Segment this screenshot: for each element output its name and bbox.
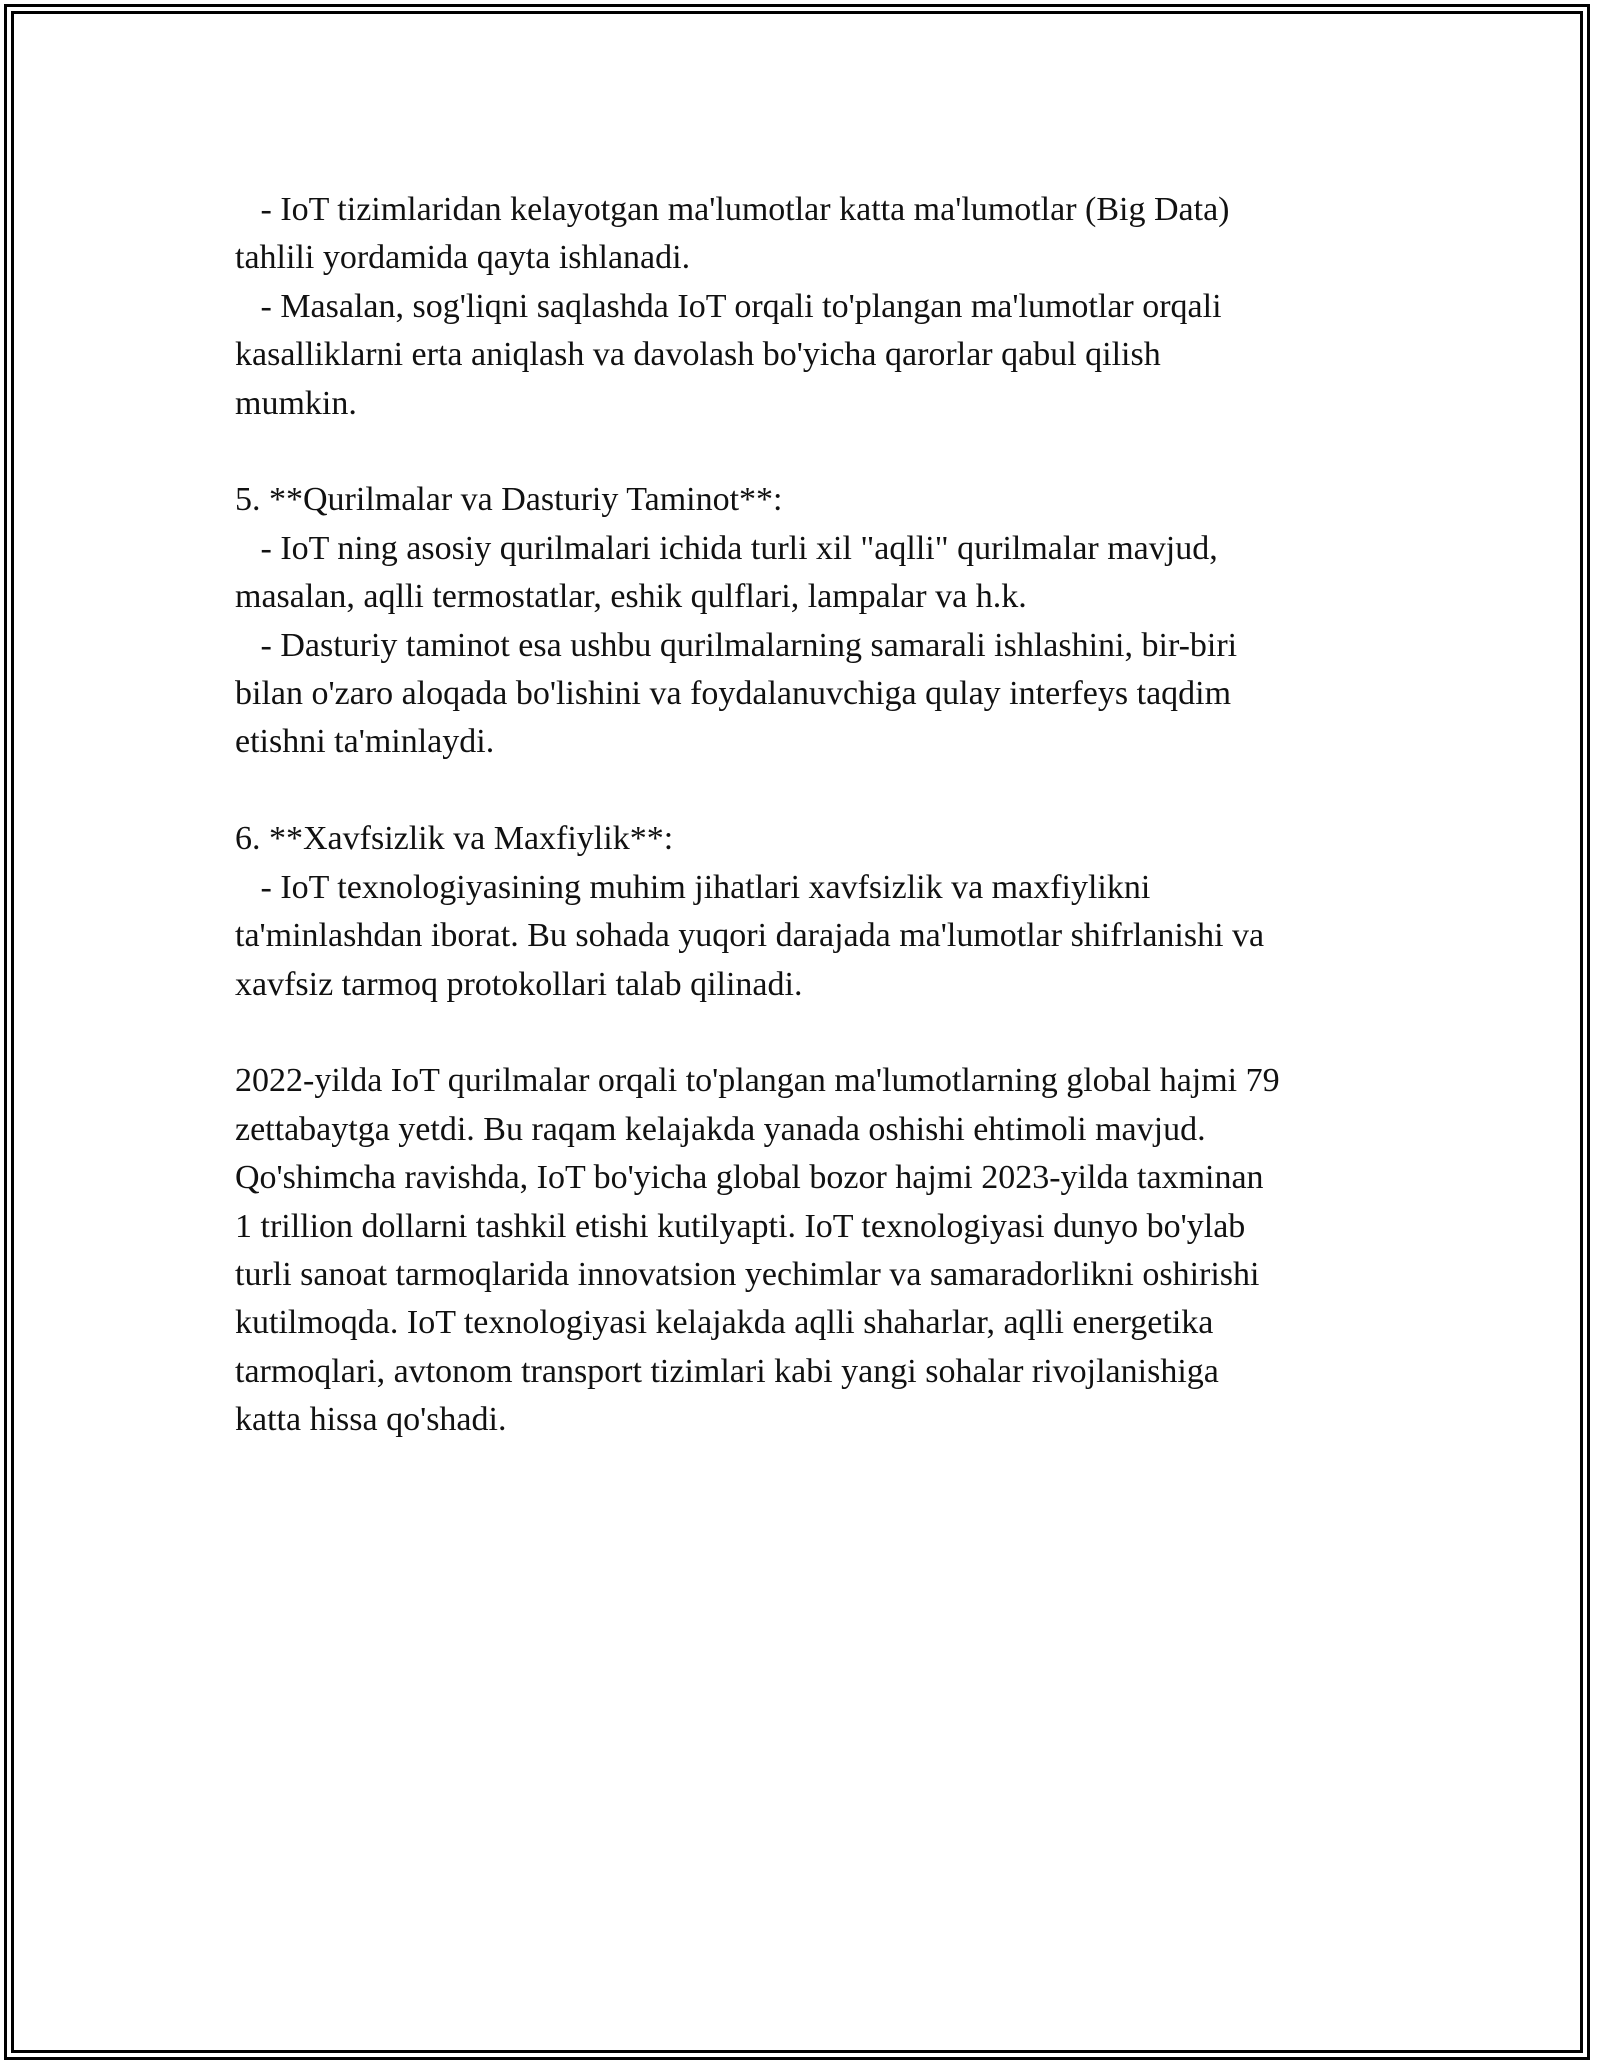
section-heading: 6. **Xavfsizlik va Maxfiylik**: — [235, 820, 674, 858]
text-line: zettabaytga yetdi. Bu raqam kelajakda yanada oshishi ehtimoli mavjud. — [235, 1110, 1206, 1148]
text-line: tarmoqlari, avtonom transport tizimlari kabi yangi sohalar rivojlanishiga — [235, 1352, 1219, 1390]
text-line: - IoT tizimlaridan kelayotgan ma'lumotlar katta ma'lumotlar (Big Data) — [235, 191, 1230, 228]
text-line: - IoT texnologiyasining muhim jihatlari xavfsizlik va maxfiylikni — [235, 868, 1151, 906]
text-line: - Dasturiy taminot esa ushbu qurilmalarning samarali ishlashini, bir-biri — [235, 626, 1238, 664]
text-line: mumkin. — [235, 384, 357, 422]
text-line: katta hissa qo'shadi. — [235, 1401, 507, 1439]
text-line: 2022-yilda IoT qurilmalar orqali to'plangan ma'lumotlarning global hajmi 79 — [235, 1062, 1280, 1100]
document-body — [235, 186, 1415, 1445]
section-heading: 5. **Qurilmalar va Dasturiy Taminot**: — [235, 481, 783, 519]
text-line: etishni ta'minlaydi. — [235, 723, 495, 761]
text-line: 1 trillion dollarni tashkil etishi kutilyapti. IoT texnologiyasi dunyo bo'ylab — [235, 1207, 1246, 1245]
text-line: tahlili yordamida qayta ishlanadi. — [235, 239, 691, 277]
text-line: turli sanoat tarmoqlarida innovatsion yechimlar va samaradorlikni oshirishi — [235, 1255, 1260, 1293]
blank-line — [235, 767, 1415, 815]
text-line: xavfsiz tarmoq protokollari talab qilinadi. — [235, 965, 803, 1003]
text-line: masalan, aqlli termostatlar, eshik qulflari, lampalar va h.k. — [235, 578, 1027, 616]
text-line: ta'minlashdan iborat. Bu sohada yuqori darajada ma'lumotlar shifrlanishi va — [235, 917, 1265, 955]
blank-line — [235, 428, 1415, 476]
text-line: bilan o'zaro aloqada bo'lishini va foydalanuvchiga qulay interfeys taqdim — [235, 675, 1232, 713]
text-line: kutilmoqda. IoT texnologiyasi kelajakda aqlli shaharlar, aqlli energetika — [235, 1304, 1214, 1342]
text-line: kasalliklarni erta aniqlash va davolash bo'yicha qarorlar qabul qilish — [235, 336, 1161, 374]
text-line: Qo'shimcha ravishda, IoT bo'yicha global bozor hajmi 2023-yilda taxminan — [235, 1159, 1264, 1197]
blank-line — [235, 1009, 1415, 1057]
text-line: - IoT ning asosiy qurilmalari ichida turli xil "aqlli" qurilmalar mavjud, — [235, 529, 1218, 567]
text-line: - Masalan, sog'liqni saqlashda IoT orqali to'plangan ma'lumotlar orqali — [235, 287, 1222, 325]
